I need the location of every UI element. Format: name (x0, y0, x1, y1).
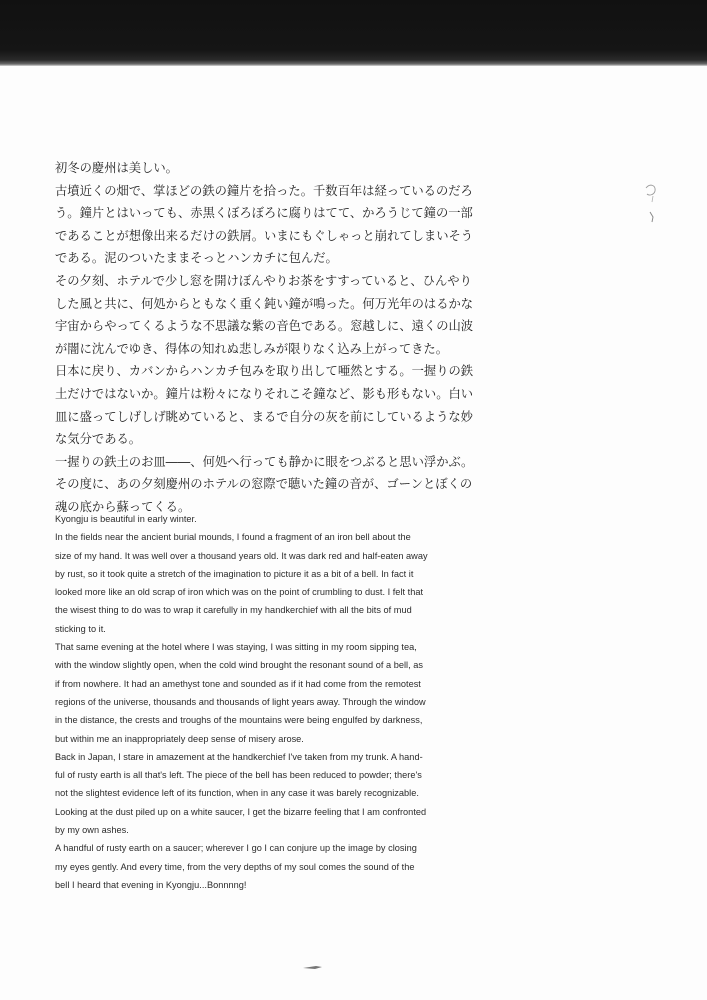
english-line: in the distance, the crests and troughs of the mountains were being engulfed by darkness, (55, 715, 423, 726)
english-line: regions of the universe, thousands and thousands of light years away. Through the window (55, 696, 426, 707)
japanese-line: が闇に沈んでゆき、得体の知れぬ悲しみが限りなく込み上がってきた。 (55, 341, 449, 356)
english-line: Kyongju is beautiful in early winter. (55, 514, 197, 524)
english-line: but within me an inappropriately deep sense of misery arose. (55, 733, 304, 744)
english-line: by rust, so it took quite a stretch of the imagination to picture it as a bit of a bell. In fact it (55, 568, 414, 579)
japanese-line: 日本に戻り、カバンからハンカチ包みを取り出して唖然とする。一握りの鉄 (55, 364, 474, 379)
english-line: In the fields near the ancient burial mounds, I found a fragment of an iron bell about the (55, 532, 411, 543)
japanese-line: 一握りの鉄土のお皿――、何処へ行っても静かに眼をつぶると思い浮かぶ。 (55, 454, 474, 469)
japanese-line: であることが想像出来るだけの鉄屑。いまにもぐしゃっと崩れてしまいそう (55, 228, 474, 243)
english-line: my eyes gently. And every time, from the very depths of my soul comes the sound of the (55, 861, 415, 872)
english-line: Back in Japan, I stare in amazement at the handkerchief I've taken from my trunk. A hand- (55, 751, 423, 762)
japanese-line: である。泥のついたままそっとハンカチに包んだ。 (55, 251, 338, 266)
japanese-line: 古墳近くの畑で、掌ほどの鉄の鐘片を拾った。千数百年は経っているのだろ (55, 183, 473, 198)
english-line: That same evening at the hotel where I was staying, I was sitting in my room sipping tea, (55, 642, 417, 653)
english-line: the wisest thing to do was to wrap it carefully in my handkerchief with all the bits of mud (55, 605, 412, 616)
scan-top-dark-band (0, 0, 707, 66)
japanese-line: 宇宙からやってくるような不思議な紫の音色である。窓越しに、遠くの山波 (55, 319, 474, 334)
japanese-line: 魂の底から蘇ってくる。 (55, 499, 191, 514)
scan-smudge-mark (302, 962, 324, 972)
japanese-line: その夕刻、ホテルで少し窓を開けぼんやりお茶をすすっていると、ひんやり (55, 273, 472, 288)
japanese-line: な気分である。 (55, 432, 142, 447)
japanese-line: 土だけではないか。鐘片は粉々になりそれこそ鐘など、影も形もない。白い (55, 386, 474, 401)
english-text-block (55, 510, 435, 894)
english-line: Looking at the dust piled up on a white saucer, I get the bizarre feeling that I am confronted (55, 806, 427, 817)
japanese-line: した風と共に、何処からともなく重く鈍い鐘が鳴った。何万光年のはるかな (55, 296, 474, 311)
japanese-text-block (55, 157, 474, 519)
english-line: A handful of rusty earth on a saucer; wherever I go I can conjure up the image by closing (55, 843, 417, 854)
english-line: ful of rusty earth is all that's left. The piece of the bell has been reduced to powder; there's (55, 770, 422, 781)
english-line: bell I heard that evening in Kyongju...Bonnnng! (55, 879, 247, 890)
handwritten-margin-mark (644, 182, 660, 224)
english-line: if from nowhere. It had an amethyst tone and sounded as if it had come from the remotest (55, 678, 421, 689)
english-line: with the window slightly open, when the cold wind brought the resonant sound of a bell, as (55, 660, 423, 671)
english-line: not the slightest evidence left of its function, when in any case it was barely recognizable. (55, 788, 419, 799)
english-line: by my own ashes. (55, 825, 129, 836)
japanese-line: その度に、あの夕刻慶州のホテルの窓際で聴いた鐘の音が、ゴーンとぼくの (55, 477, 473, 492)
english-line: size of my hand. It was well over a thousand years old. It was dark red and half-eaten away (55, 550, 428, 561)
english-line: sticking to it. (55, 623, 106, 634)
japanese-line: 皿に盛ってしげしげ眺めていると、まるで自分の灰を前にしているような妙 (55, 409, 473, 424)
japanese-line: 初冬の慶州は美しい。 (55, 161, 178, 175)
english-line: looked more like an old scrap of iron which was on the point of crumbling to dust. I felt that (55, 587, 424, 598)
japanese-line: う。鐘片とはいっても、赤黒くぼろぼろに腐りはてて、かろうじて鐘の一部 (55, 206, 473, 221)
